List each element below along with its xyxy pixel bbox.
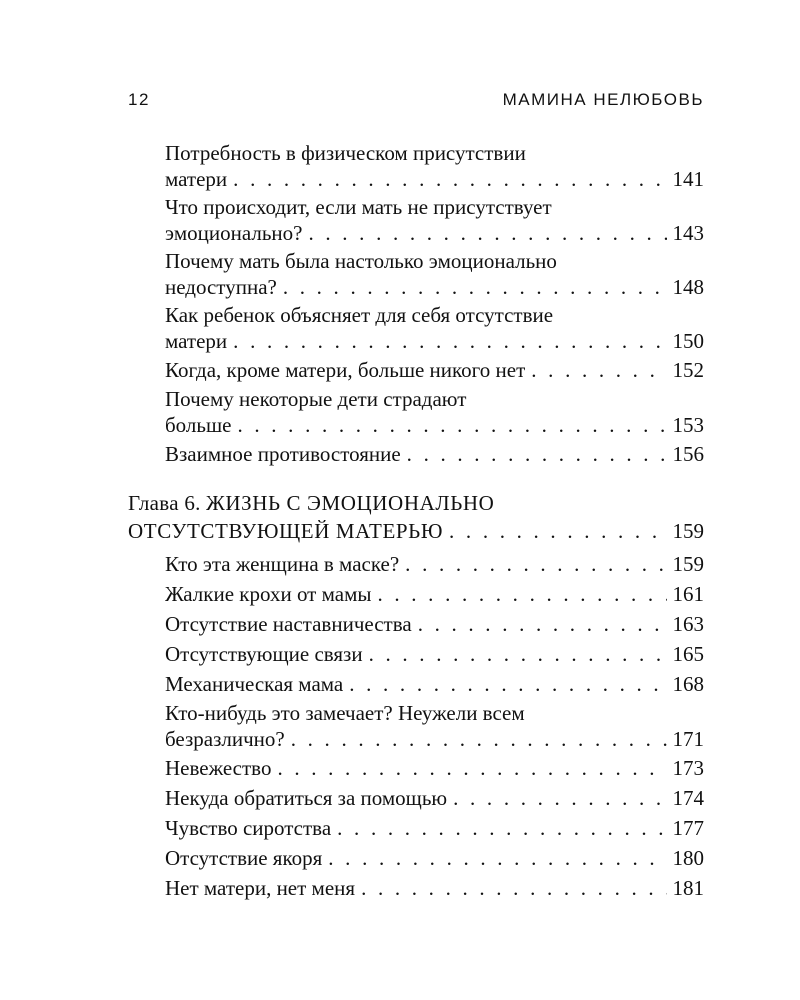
dot-leader — [328, 845, 666, 871]
toc-page-number: 156 — [672, 442, 704, 466]
toc-entry-text: Жалкие крохи от мамы — [165, 582, 372, 606]
toc-entry-text: безразлично? — [165, 727, 285, 751]
dot-leader — [308, 220, 666, 246]
toc-entry-line: Почему некоторые дети страдают — [165, 387, 467, 411]
toc-page-number: 181 — [672, 876, 704, 900]
toc-page-number: 153 — [672, 413, 704, 437]
toc-entry-text: эмоционально? — [165, 221, 303, 245]
toc-entry[interactable] — [165, 328, 704, 354]
toc-entry-line: Что происходит, если мать не присутствует — [165, 195, 552, 219]
dot-leader — [369, 641, 667, 667]
chapter-title-continued: ОТСУТСТВУЮЩЕЙ МАТЕРЬЮ — [128, 519, 444, 543]
toc-entry-text: матери — [165, 329, 228, 353]
toc-page-number: 159 — [672, 552, 704, 576]
dot-leader — [337, 815, 666, 841]
dot-leader — [449, 518, 666, 544]
toc-entry[interactable] — [165, 581, 704, 607]
toc-page-number: 141 — [672, 167, 704, 191]
toc-entry[interactable] — [165, 845, 704, 871]
dot-leader — [405, 551, 666, 577]
toc-entry-text: недоступна? — [165, 275, 277, 299]
toc-entry-text: матери — [165, 167, 228, 191]
dot-leader — [233, 166, 666, 192]
toc-entry[interactable] — [165, 726, 704, 752]
toc-entry[interactable] — [165, 220, 704, 246]
toc-page-number: 165 — [672, 642, 704, 666]
dot-leader — [277, 755, 666, 781]
toc-entry-text: Отсутствующие связи — [165, 642, 363, 666]
toc-entry-text: Взаимное противостояние — [165, 442, 401, 466]
dot-leader — [233, 328, 666, 354]
toc-entry-text: Механическая мама — [165, 672, 344, 696]
page-number: 12 — [128, 90, 150, 109]
toc-entry-text: Отсутствие якоря — [165, 846, 323, 870]
toc-entry-text: Нет матери, нет меня — [165, 876, 356, 900]
toc-entry-line: Почему мать была настолько эмоционально — [165, 249, 557, 273]
toc-page-number: 161 — [672, 582, 704, 606]
toc-page-number: 173 — [672, 756, 704, 780]
toc-entry[interactable] — [165, 441, 704, 467]
dot-leader — [418, 611, 667, 637]
dot-leader — [453, 785, 666, 811]
toc-entry[interactable] — [165, 671, 704, 697]
running-title: МАМИНА НЕЛЮБОВЬ — [502, 90, 704, 109]
toc-entry-line: Потребность в физическом присутствии — [165, 141, 526, 165]
dot-leader — [361, 875, 666, 901]
toc-page-number: 148 — [672, 275, 704, 299]
dot-leader — [531, 357, 666, 383]
toc-entry-text: Когда, кроме матери, больше никого нет — [165, 358, 526, 382]
toc-entry[interactable] — [165, 357, 704, 383]
chapter-label: Глава 6. — [128, 491, 201, 515]
toc-page-number: 177 — [672, 816, 704, 840]
toc-page-number: 163 — [672, 612, 704, 636]
toc-entry[interactable] — [165, 611, 704, 637]
toc-page-number: 168 — [672, 672, 704, 696]
toc-page-number: 143 — [672, 221, 704, 245]
chapter-title: ЖИЗНЬ С ЭМОЦИОНАЛЬНО — [205, 491, 495, 515]
toc-page-number: 159 — [672, 519, 704, 543]
chapter-entry[interactable] — [128, 518, 704, 544]
toc-entry-line: Кто-нибудь это замечает? Неужели всем — [165, 701, 525, 725]
chapter-heading — [128, 490, 704, 516]
toc-entry[interactable] — [165, 785, 704, 811]
toc-page-number: 171 — [672, 727, 704, 751]
toc-entry-line: Как ребенок объясняет для себя отсутствие — [165, 303, 554, 327]
dot-leader — [377, 581, 666, 607]
dot-leader — [283, 274, 667, 300]
toc-entry[interactable] — [165, 875, 704, 901]
dot-leader — [349, 671, 666, 697]
toc-entry[interactable] — [165, 551, 704, 577]
toc-entry-text: больше — [165, 413, 232, 437]
toc-entry-text: Отсутствие наставничества — [165, 612, 412, 636]
toc-entry[interactable] — [165, 166, 704, 192]
toc-entry-text: Чувство сиротства — [165, 816, 332, 840]
toc-entry[interactable] — [165, 815, 704, 841]
toc-page-number: 174 — [672, 786, 704, 810]
toc-entry-text: Невежество — [165, 756, 272, 780]
toc-entry[interactable] — [165, 755, 704, 781]
toc-entry[interactable] — [165, 274, 704, 300]
toc-page-number: 152 — [672, 358, 704, 382]
toc-entry-text: Кто эта женщина в маске? — [165, 552, 400, 576]
toc-entry-text: Некуда обратиться за помощью — [165, 786, 448, 810]
toc-entry[interactable] — [165, 641, 704, 667]
dot-leader — [407, 441, 667, 467]
dot-leader — [237, 412, 666, 438]
toc-entry[interactable] — [165, 412, 704, 438]
dot-leader — [291, 726, 667, 752]
toc-page-number: 180 — [672, 846, 704, 870]
toc-page-number: 150 — [672, 329, 704, 353]
